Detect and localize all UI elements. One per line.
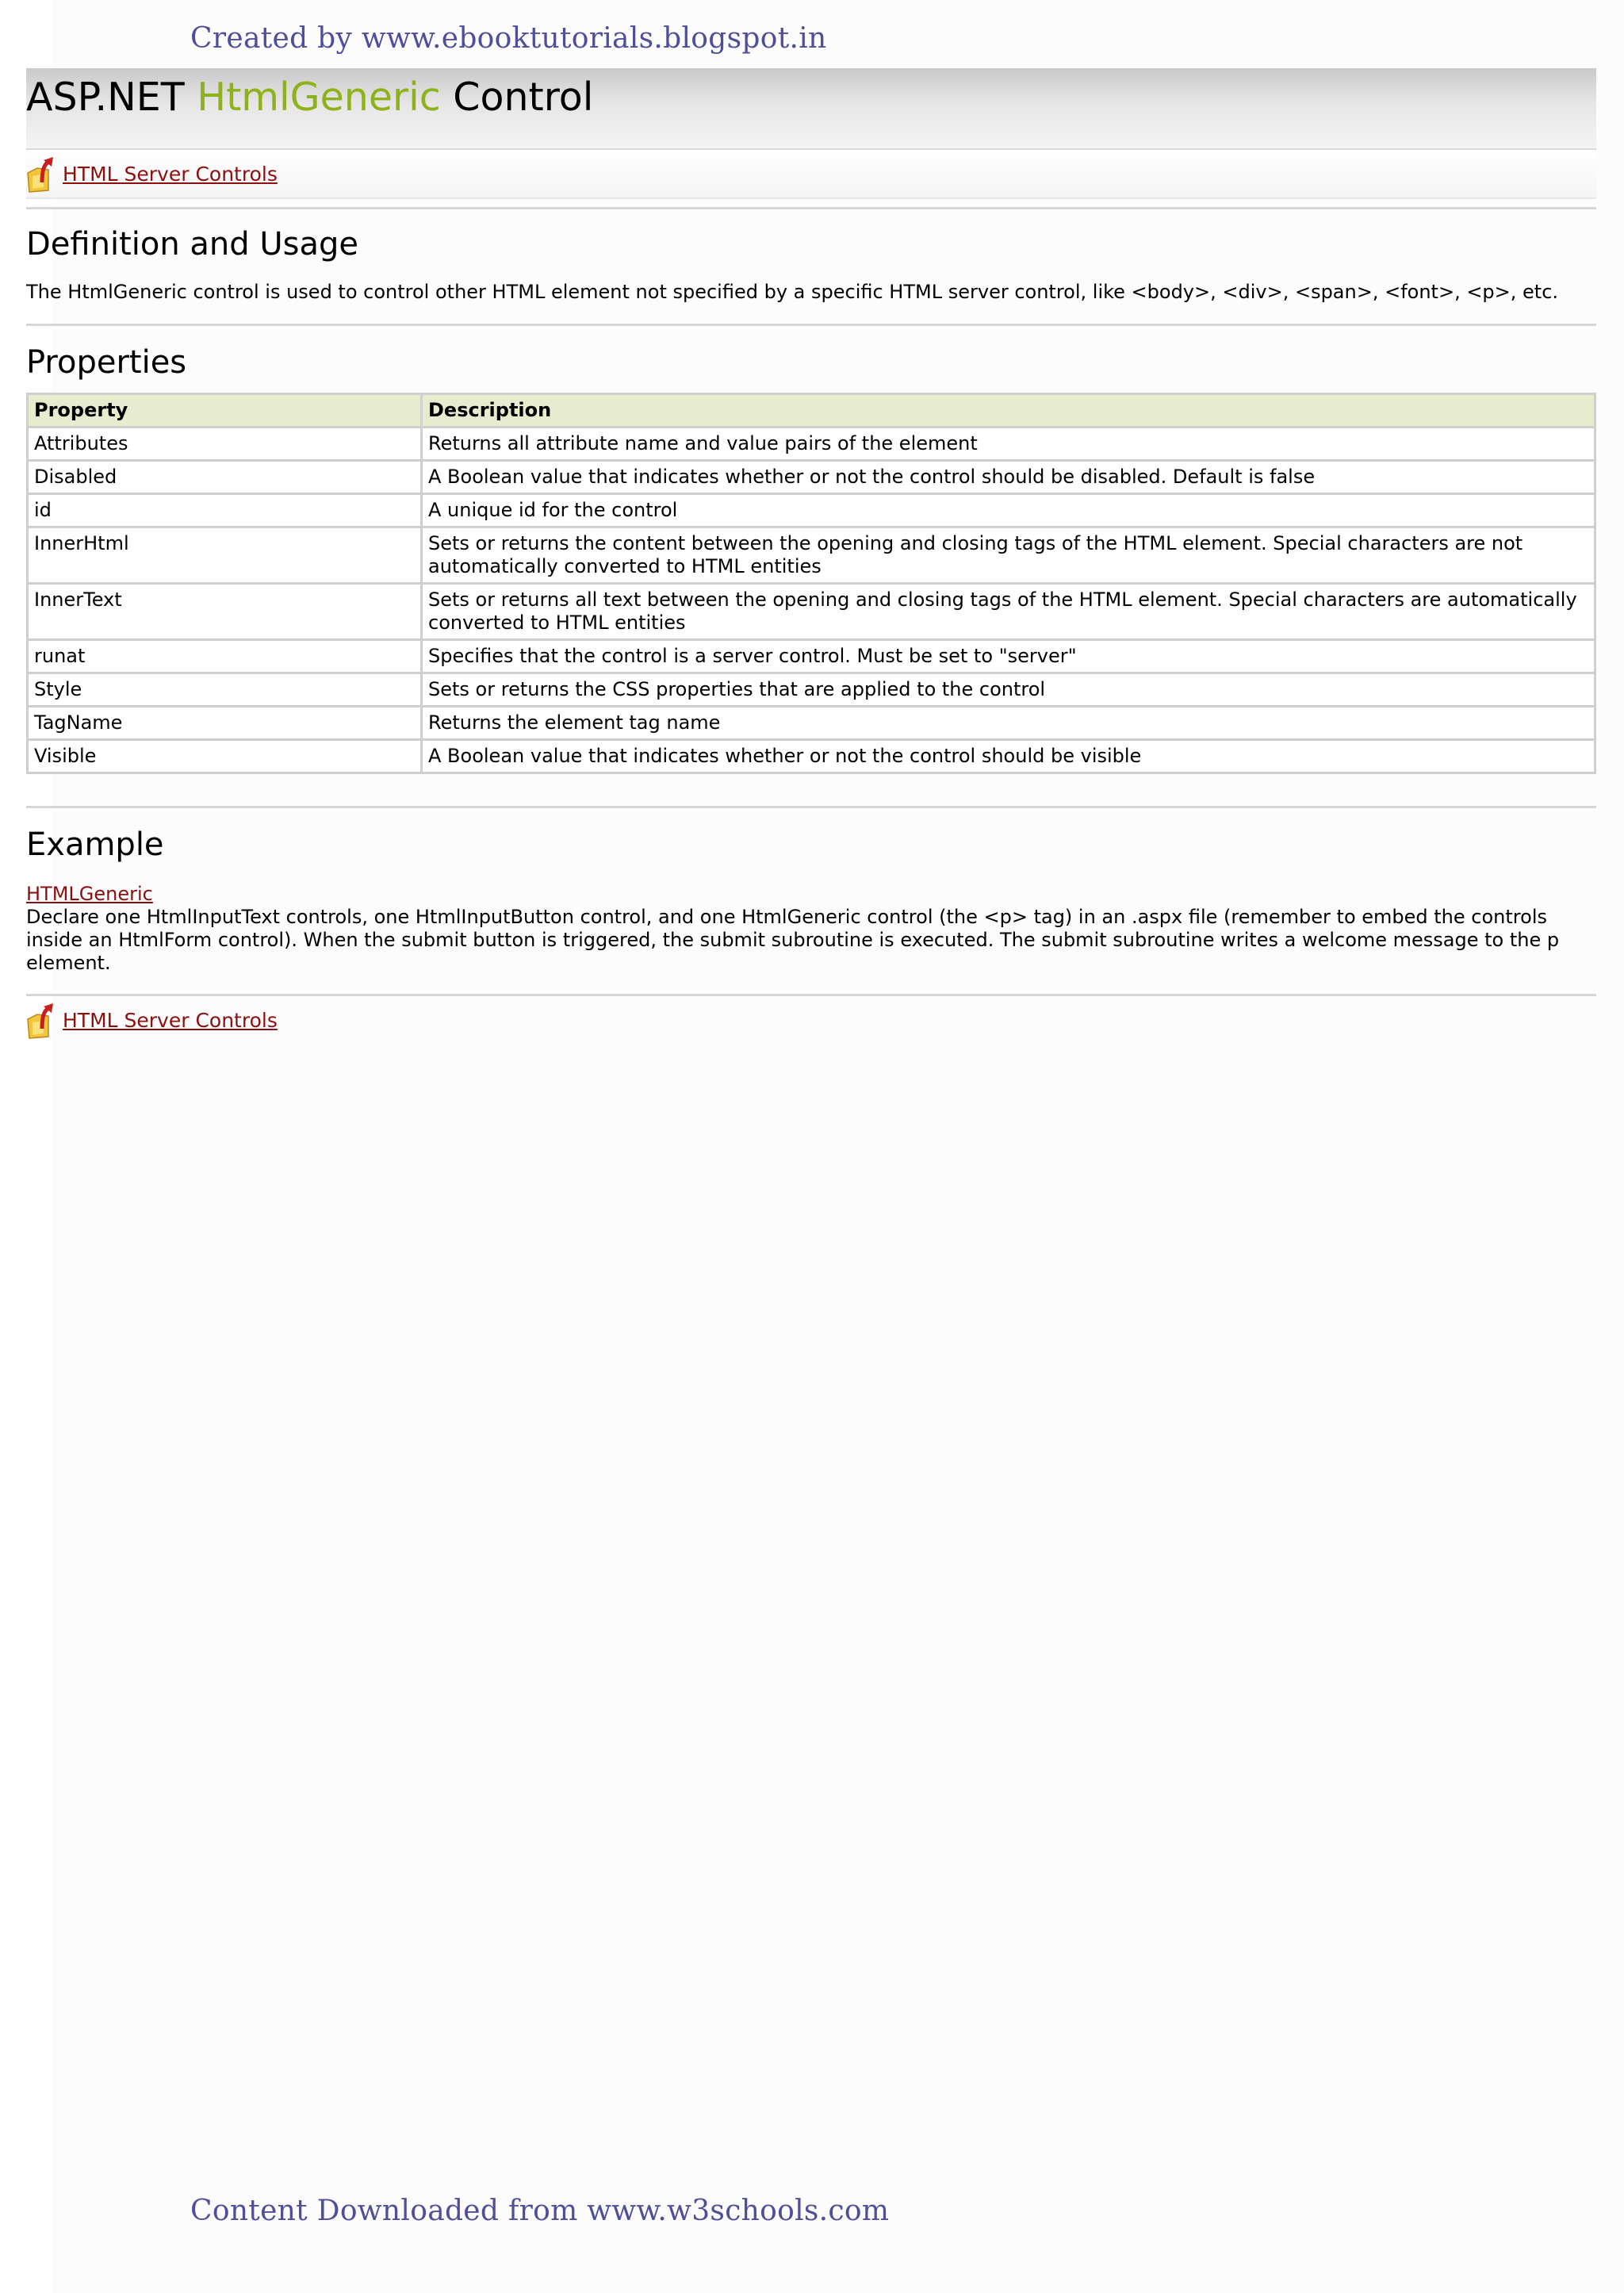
property-name: InnerHtml <box>28 527 422 584</box>
nav-link-html-server-controls[interactable]: HTML Server Controls <box>63 1008 278 1032</box>
folder-up-arrow-icon[interactable] <box>26 154 58 194</box>
nav-link-html-server-controls[interactable]: HTML Server Controls <box>63 162 278 186</box>
table-row <box>28 428 1595 461</box>
table-row <box>28 584 1595 640</box>
watermark-top: Created by www.ebooktutorials.blogspot.in <box>190 22 827 55</box>
property-name: id <box>28 494 422 527</box>
table-row <box>28 640 1595 673</box>
title-highlight: HtmlGeneric <box>197 75 441 120</box>
table-row <box>28 461 1595 494</box>
folder-up-arrow-icon[interactable] <box>26 1000 58 1040</box>
table-row <box>28 494 1595 527</box>
property-description: Specifies that the control is a server control. Must be set to "server" <box>422 640 1595 673</box>
title-suffix: Control <box>440 75 594 120</box>
title-bar <box>26 68 1596 150</box>
table-row <box>28 673 1595 707</box>
property-name: Attributes <box>28 428 422 461</box>
property-description: Sets or returns the content between the opening and closing tags of the HTML element. Special characters are not automatically converted to HTML entities <box>422 527 1595 584</box>
example-heading: Example <box>26 826 164 863</box>
properties-heading: Properties <box>26 344 187 381</box>
table-row <box>28 740 1595 773</box>
property-name: runat <box>28 640 422 673</box>
definition-heading: Definition and Usage <box>26 226 359 263</box>
property-description: Sets or returns the CSS properties that are applied to the control <box>422 673 1595 707</box>
property-name: Visible <box>28 740 422 773</box>
property-description: A Boolean value that indicates whether or not the control should be visible <box>422 740 1595 773</box>
page-title <box>26 68 1596 120</box>
properties-table <box>26 393 1596 774</box>
table-row <box>28 707 1595 740</box>
nav-bottom <box>26 996 1596 1044</box>
property-description: Sets or returns all text between the opening and closing tags of the HTML element. Special characters are automatically converted to HTML entities <box>422 584 1595 640</box>
example-text: Declare one HtmlInputText controls, one HtmlInputButton control, and one HtmlGeneric control (the <p> tag) in an .aspx file (remember to embed the controls inside an HtmlForm control). When the submit button is triggered, the submit subroutine is executed. The submit subroutine writes a welcome message to the p element. <box>26 906 1560 974</box>
property-description: A unique id for the control <box>422 494 1595 527</box>
property-description: Returns all attribute name and value pairs of the element <box>422 428 1595 461</box>
table-header-row <box>28 394 1595 428</box>
property-description: A Boolean value that indicates whether or not the control should be disabled. Default is false <box>422 461 1595 494</box>
property-name: InnerText <box>28 584 422 640</box>
title-prefix: ASP.NET <box>26 75 197 120</box>
column-header-description: Description <box>422 394 1595 428</box>
property-name: TagName <box>28 707 422 740</box>
column-header-property: Property <box>28 394 422 428</box>
main-content <box>26 68 1596 1044</box>
property-description: Returns the element tag name <box>422 707 1595 740</box>
definition-text: The HtmlGeneric control is used to control other HTML element not specified by a specific HTML server control, like <body>, <div>, <span>, <font>, <p>, etc. <box>26 281 1559 303</box>
example-link-htmlgeneric[interactable]: HTMLGeneric <box>26 883 153 905</box>
property-name: Style <box>28 673 422 707</box>
nav-top <box>26 150 1596 199</box>
table-row <box>28 527 1595 584</box>
watermark-bottom: Content Downloaded from www.w3schools.com <box>190 2195 890 2227</box>
property-name: Disabled <box>28 461 422 494</box>
